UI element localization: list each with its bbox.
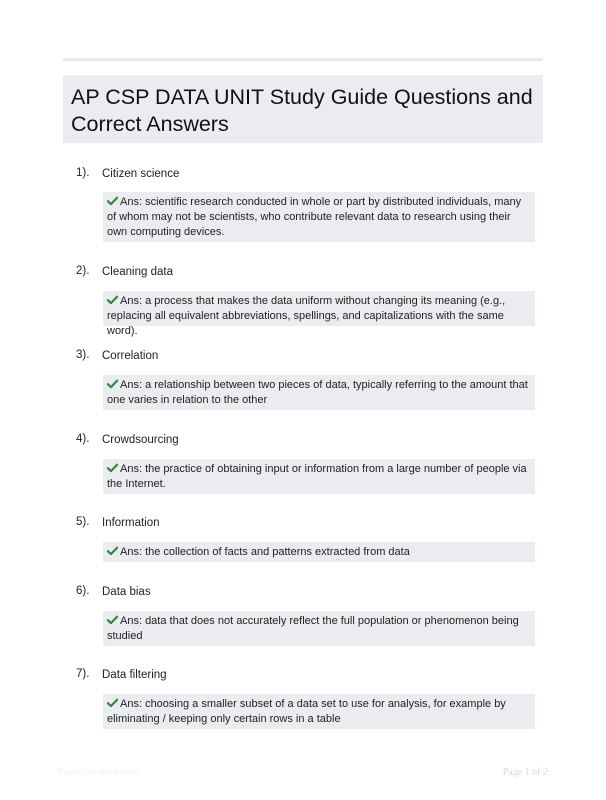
page-number: Page 1 of 2: [502, 767, 548, 778]
answer-text: Ans: the collection of facts and patterns extracted from data: [120, 546, 410, 558]
question-term: Cleaning data: [102, 266, 173, 278]
answer-text: Ans: scientific research conducted in whole or part by distributed individuals, many of whom may not be scientists, who contribute relevant data to research using their own computing devices.: [107, 196, 522, 238]
answer-text: Ans: a relationship between two pieces of data, typically referring to the amount that one varies in relation to the other: [107, 379, 528, 406]
checkmark-icon: [107, 463, 118, 473]
answer-text: Ans: data that does not accurately reflect the full population or phenomenon being studied: [107, 615, 519, 642]
question-term: Information: [102, 517, 160, 529]
checkmark-icon: [107, 379, 118, 389]
question-number: 1).: [76, 167, 90, 179]
question-term: Citizen science: [102, 168, 180, 180]
title-banner: [63, 75, 543, 143]
question-number: 5).: [76, 516, 90, 528]
checkmark-icon: [107, 546, 118, 556]
answer-text: Ans: a process that makes the data uniform without changing its meaning (e.g., replacing all equivalent abbreviations, spellings, and capitalizations with the same word).: [107, 295, 506, 337]
question-number: 2).: [76, 265, 90, 277]
answer-box: [103, 611, 535, 646]
answer-box: [103, 694, 535, 729]
footer-watermark: PaperSolutions.com: [58, 767, 139, 777]
question-number: 7).: [76, 668, 90, 680]
answer-text: Ans: the practice of obtaining input or information from a large number of people via the Internet.: [107, 463, 527, 490]
answer-box: [103, 459, 535, 494]
question-term: Crowdsourcing: [102, 434, 179, 446]
question-number: 4).: [76, 433, 90, 445]
answer-text: Ans: choosing a smaller subset of a data set to use for analysis, for example by eliminating / keeping only certain rows in a table: [107, 698, 506, 725]
answer-box: [103, 375, 535, 410]
question-number: 6).: [76, 585, 90, 597]
top-divider: [63, 58, 543, 61]
question-number: 3).: [76, 349, 90, 361]
checkmark-icon: [107, 196, 118, 206]
question-term: Data filtering: [102, 669, 167, 681]
checkmark-icon: [107, 698, 118, 708]
checkmark-icon: [107, 615, 118, 625]
answer-box: [103, 192, 535, 242]
question-term: Correlation: [102, 350, 159, 362]
answer-box: [103, 542, 535, 562]
question-term: Data bias: [102, 586, 151, 598]
page-title: AP CSP DATA UNIT Study Guide Questions and Correct Answers: [71, 85, 533, 136]
answer-box: [103, 291, 535, 337]
checkmark-icon: [107, 295, 118, 305]
